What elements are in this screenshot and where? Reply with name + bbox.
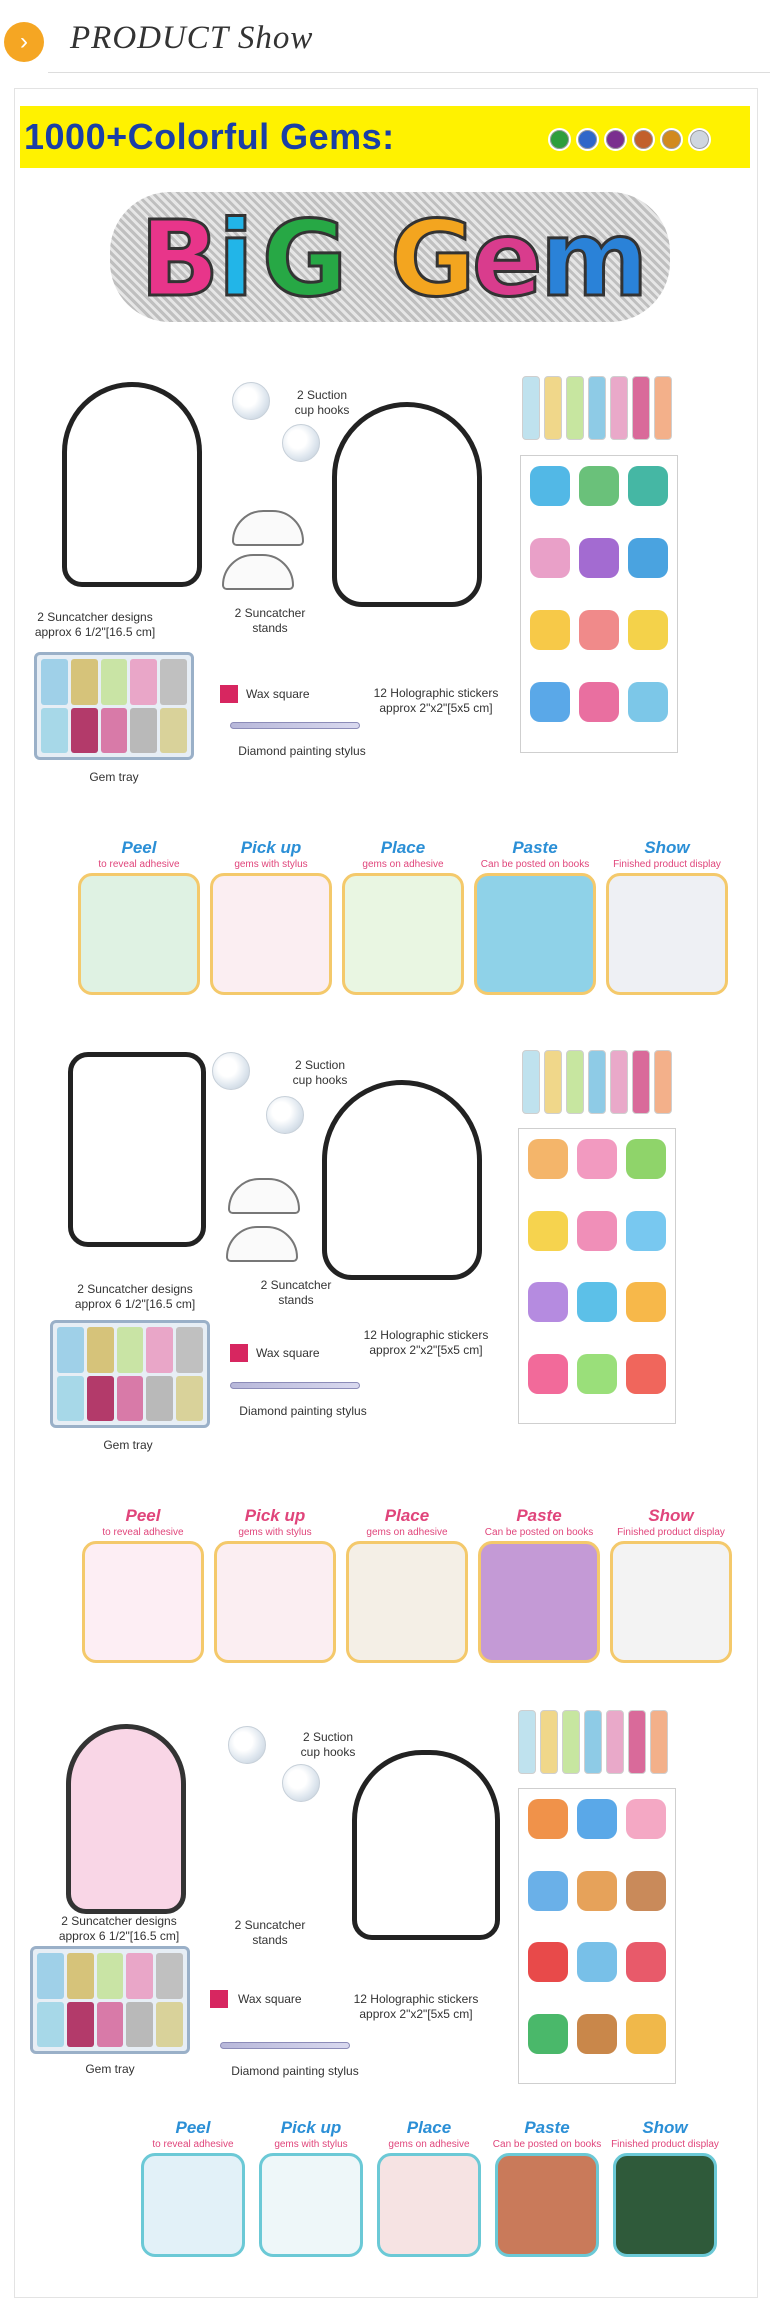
step-place: Place gems on adhesive: [340, 838, 466, 995]
gem-tray: [50, 1320, 210, 1428]
step-pick-up: Pick up gems with stylus: [212, 1506, 338, 1663]
suction-hook: [232, 382, 270, 420]
tray-label: Gem tray: [89, 770, 139, 784]
suction-hook: [228, 1726, 266, 1764]
hooks-label: 2 Suction cup hooks: [294, 388, 350, 417]
gem-icon: [632, 128, 655, 151]
step-paste: Paste Can be posted on books: [484, 2118, 610, 2257]
suncatcher-stand: [226, 1226, 298, 1262]
gem-icon: [660, 128, 683, 151]
holographic-stickers: [518, 1788, 676, 2084]
step-pick-up: Pick up gems with stylus: [248, 2118, 374, 2257]
wax-label: Wax square: [256, 1346, 320, 1360]
tray-label: Gem tray: [103, 1438, 153, 1452]
suction-hook: [212, 1052, 250, 1090]
skiing-bear-design: [352, 1750, 500, 1940]
suction-hook: [282, 424, 320, 462]
wax-label: Wax square: [238, 1992, 302, 2006]
hooks-label: 2 Suction cup hooks: [300, 1730, 356, 1759]
header-divider: [48, 72, 770, 73]
gem-icon: [688, 128, 711, 151]
stands-label: 2 Suncatcher stands: [234, 606, 306, 635]
logo-letter: G: [390, 198, 476, 320]
sundae-design: [322, 1080, 482, 1280]
logo-letter: G: [262, 198, 348, 320]
suction-hook: [266, 1096, 304, 1134]
stylus-label: Diamond painting stylus: [239, 1404, 367, 1418]
wax-square: [210, 1990, 228, 2008]
gem-tray: [34, 652, 194, 760]
seahorse-design: [62, 382, 202, 587]
banner-gem-row: [548, 128, 716, 156]
stickers-label: 12 Holographic stickers approx 2"x2"[5x5 cm]: [363, 1328, 489, 1357]
holographic-stickers: [520, 455, 678, 753]
banner-text: 1000+Colorful Gems:: [24, 116, 395, 157]
gem-tray: [30, 1946, 190, 2054]
step-paste: Paste Can be posted on books: [472, 838, 598, 995]
step-peel: Peel to reveal adhesive: [80, 1506, 206, 1663]
designs-label: 2 Suncatcher designs approx 6 1/2"[16.5 cm]: [34, 610, 156, 639]
step-peel: Peel to reveal adhesive: [130, 2118, 256, 2257]
step-paste: Paste Can be posted on books: [476, 1506, 602, 1663]
suction-hook: [282, 1764, 320, 1802]
stylus-label: Diamond painting stylus: [231, 2064, 359, 2078]
how-to-steps-1: [20, 838, 750, 1008]
mermaid-design: [332, 402, 482, 607]
step-show: Show Finished product display: [604, 838, 730, 995]
diamond-stylus: [230, 722, 360, 729]
step-show: Show Finished product display: [608, 1506, 734, 1663]
step-peel: Peel to reveal adhesive: [76, 838, 202, 995]
logo-letter: i: [218, 198, 254, 320]
step-place: Place gems on adhesive: [366, 2118, 492, 2257]
stands-label: 2 Suncatcher stands: [234, 1918, 306, 1947]
wax-label: Wax square: [246, 687, 310, 701]
how-to-steps-2: [20, 1506, 750, 1676]
gem-icon: [548, 128, 571, 151]
logo-letter: B: [140, 198, 220, 320]
gem-strips: [522, 376, 672, 440]
wax-square: [220, 685, 238, 703]
logo-letter: e: [472, 198, 543, 320]
gems-banner: [20, 106, 750, 168]
section-header: [0, 0, 770, 80]
tray-label: Gem tray: [85, 2062, 135, 2076]
gem-icon: [604, 128, 627, 151]
stylus-label: Diamond painting stylus: [238, 744, 366, 758]
step-place: Place gems on adhesive: [344, 1506, 470, 1663]
kit-contents-set-2: [20, 1030, 750, 1460]
suncatcher-stand: [228, 1178, 300, 1214]
step-pick-up: Pick up gems with stylus: [208, 838, 334, 995]
gem-icon: [576, 128, 599, 151]
penguin-design: [66, 1724, 186, 1914]
kit-contents-set-3: [20, 1700, 750, 2130]
wax-square: [230, 1344, 248, 1362]
how-to-steps-3: [20, 2118, 750, 2293]
cake-design: [68, 1052, 206, 1247]
designs-label: 2 Suncatcher designs approx 6 1/2"[16.5 cm]: [58, 1914, 180, 1943]
suncatcher-stand: [232, 510, 304, 546]
gem-strips: [522, 1050, 672, 1114]
section-title: PRODUCT Show: [70, 20, 314, 56]
stickers-label: 12 Holographic stickers approx 2"x2"[5x5 cm]: [373, 686, 499, 715]
arrow-right-icon: ›: [4, 22, 44, 62]
logo-letter: m: [540, 198, 649, 320]
hooks-label: 2 Suction cup hooks: [292, 1058, 348, 1087]
stands-label: 2 Suncatcher stands: [260, 1278, 332, 1307]
step-show: Show Finished product display: [602, 2118, 728, 2257]
diamond-stylus: [230, 1382, 360, 1389]
designs-label: 2 Suncatcher designs approx 6 1/2"[16.5 cm]: [74, 1282, 196, 1311]
gem-strips: [518, 1710, 668, 1774]
suncatcher-stand: [222, 554, 294, 590]
stickers-label: 12 Holographic stickers approx 2"x2"[5x5 cm]: [353, 1992, 479, 2021]
holographic-stickers: [518, 1128, 676, 1424]
kit-contents-set-1: [20, 360, 750, 790]
diamond-stylus: [220, 2042, 350, 2049]
big-gem-logo: [110, 192, 670, 322]
